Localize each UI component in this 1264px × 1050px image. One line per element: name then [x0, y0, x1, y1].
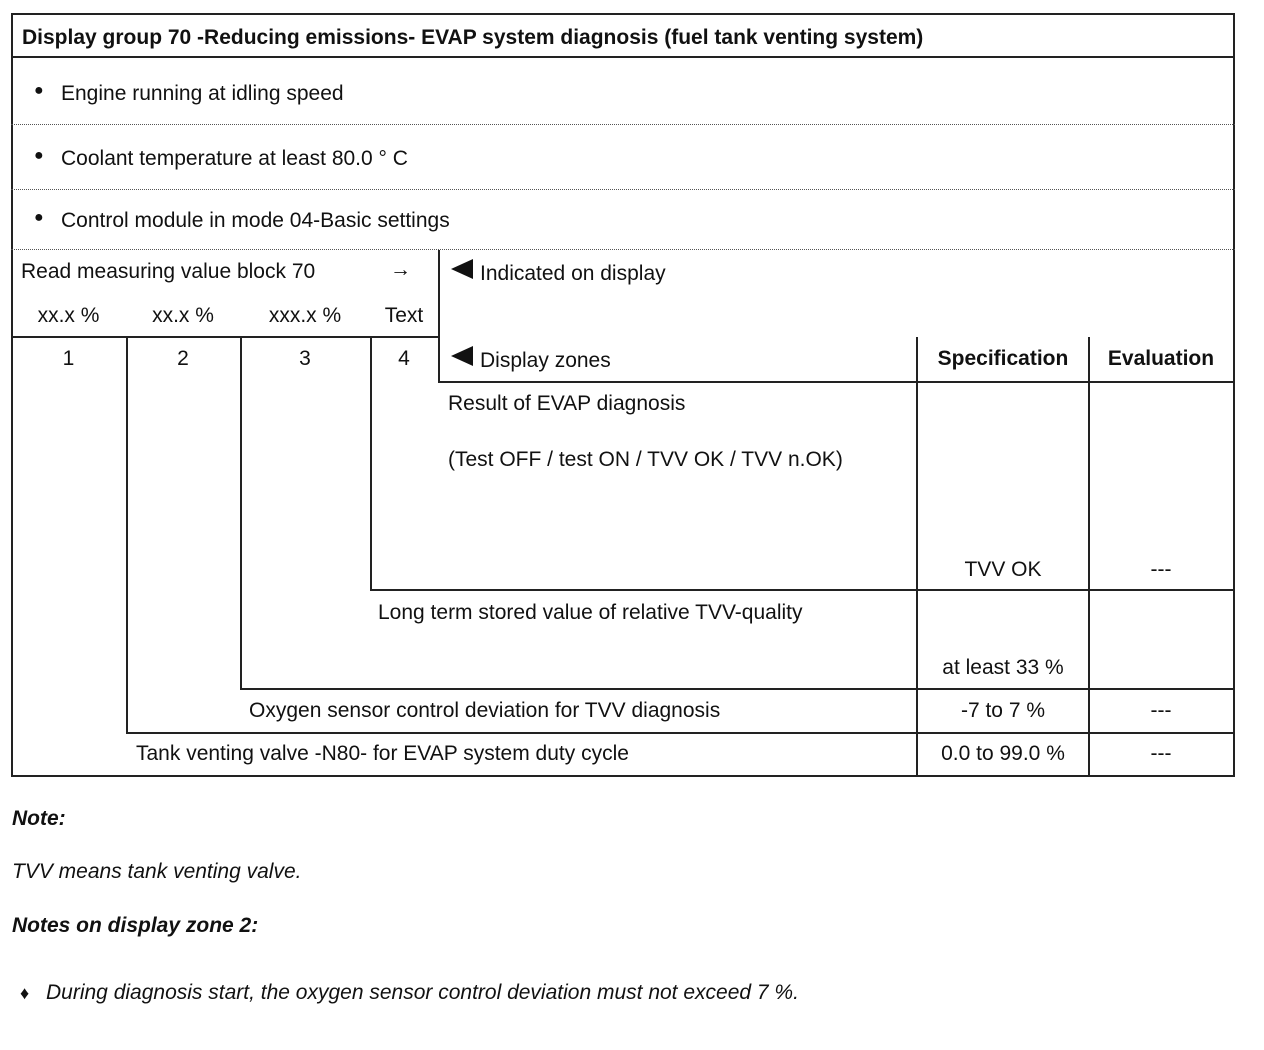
condition-item: Engine running at idling speed: [61, 82, 344, 105]
zone-row-divider: [11, 336, 440, 338]
condition-item: Control module in mode 04-Basic settings: [61, 209, 450, 232]
specification-header: Specification: [937, 347, 1069, 370]
diamond-bullet-icon: ♦: [20, 983, 30, 1003]
row-specification: at least 33 %: [942, 656, 1064, 679]
bullet-icon: ●: [34, 209, 44, 226]
row-description: Oxygen sensor control deviation for TVV diagnosis: [249, 699, 721, 722]
table-left-border: [11, 13, 13, 776]
field-format: xx.x %: [152, 304, 214, 327]
condition-item: Coolant temperature at least 80.0 ° C: [61, 147, 408, 170]
row-divider-zone4: [370, 589, 1235, 591]
note-heading: Note:: [12, 807, 66, 830]
zone-number: 2: [177, 347, 189, 370]
note-text: TVV means tank venting valve.: [12, 860, 302, 883]
row-divider-zone2: [126, 732, 1235, 734]
row-specification: 0.0 to 99.0 %: [941, 742, 1065, 765]
bullet-icon: ●: [34, 82, 44, 99]
table-top-border: [11, 13, 1235, 15]
row-evaluation: ---: [1150, 558, 1172, 581]
condition-divider: [11, 124, 1235, 125]
header-divider-vertical: [438, 250, 440, 383]
row-divider-zone3: [240, 688, 1235, 690]
zone-number: 1: [62, 347, 75, 370]
notes-zone2-item: During diagnosis start, the oxygen sensor control deviation must not exceed 7 %.: [46, 981, 799, 1004]
zone-4-leader-line: [370, 337, 372, 591]
page-title: Display group 70 -Reducing emissions- EVAP system diagnosis (fuel tank venting system): [22, 26, 924, 49]
table-right-border: [1233, 13, 1235, 776]
display-zones-label: Display zones: [480, 349, 611, 372]
field-format: xx.x %: [37, 304, 100, 327]
zone-3-leader-line: [240, 337, 242, 690]
notes-zone2-heading: Notes on display zone 2:: [12, 914, 259, 937]
row-specification: TVV OK: [964, 558, 1042, 581]
table-bottom-border: [11, 775, 1235, 777]
zone-2-leader-line: [126, 337, 128, 734]
row-evaluation: ---: [1150, 699, 1172, 722]
conditions-bottom-divider: [11, 249, 1235, 250]
indicated-on-display-label: Indicated on display: [480, 262, 666, 285]
pointer-left-icon: [451, 346, 473, 366]
row-evaluation: ---: [1150, 742, 1172, 765]
field-format: xxx.x %: [268, 304, 342, 327]
zone-header-underline: [438, 381, 1235, 383]
row-description: Result of EVAP diagnosis: [448, 392, 686, 415]
row-description: Long term stored value of relative TVV-quality: [378, 601, 803, 624]
title-divider: [11, 56, 1235, 58]
evaluation-header: Evaluation: [1107, 347, 1215, 370]
zone-number: 3: [299, 347, 311, 370]
condition-divider: [11, 189, 1235, 190]
read-block-label: Read measuring value block 70: [21, 260, 316, 283]
row-specification: -7 to 7 %: [960, 699, 1046, 722]
row-description: Tank venting valve -N80- for EVAP system duty cycle: [136, 742, 629, 765]
row-description-detail: (Test OFF / test ON / TVV OK / TVV n.OK): [448, 448, 843, 471]
pointer-left-icon: [451, 259, 473, 279]
right-arrow-icon: →: [390, 258, 411, 281]
bullet-icon: ●: [34, 147, 44, 164]
zone-number: 4: [398, 347, 410, 370]
field-format: Text: [384, 304, 424, 327]
